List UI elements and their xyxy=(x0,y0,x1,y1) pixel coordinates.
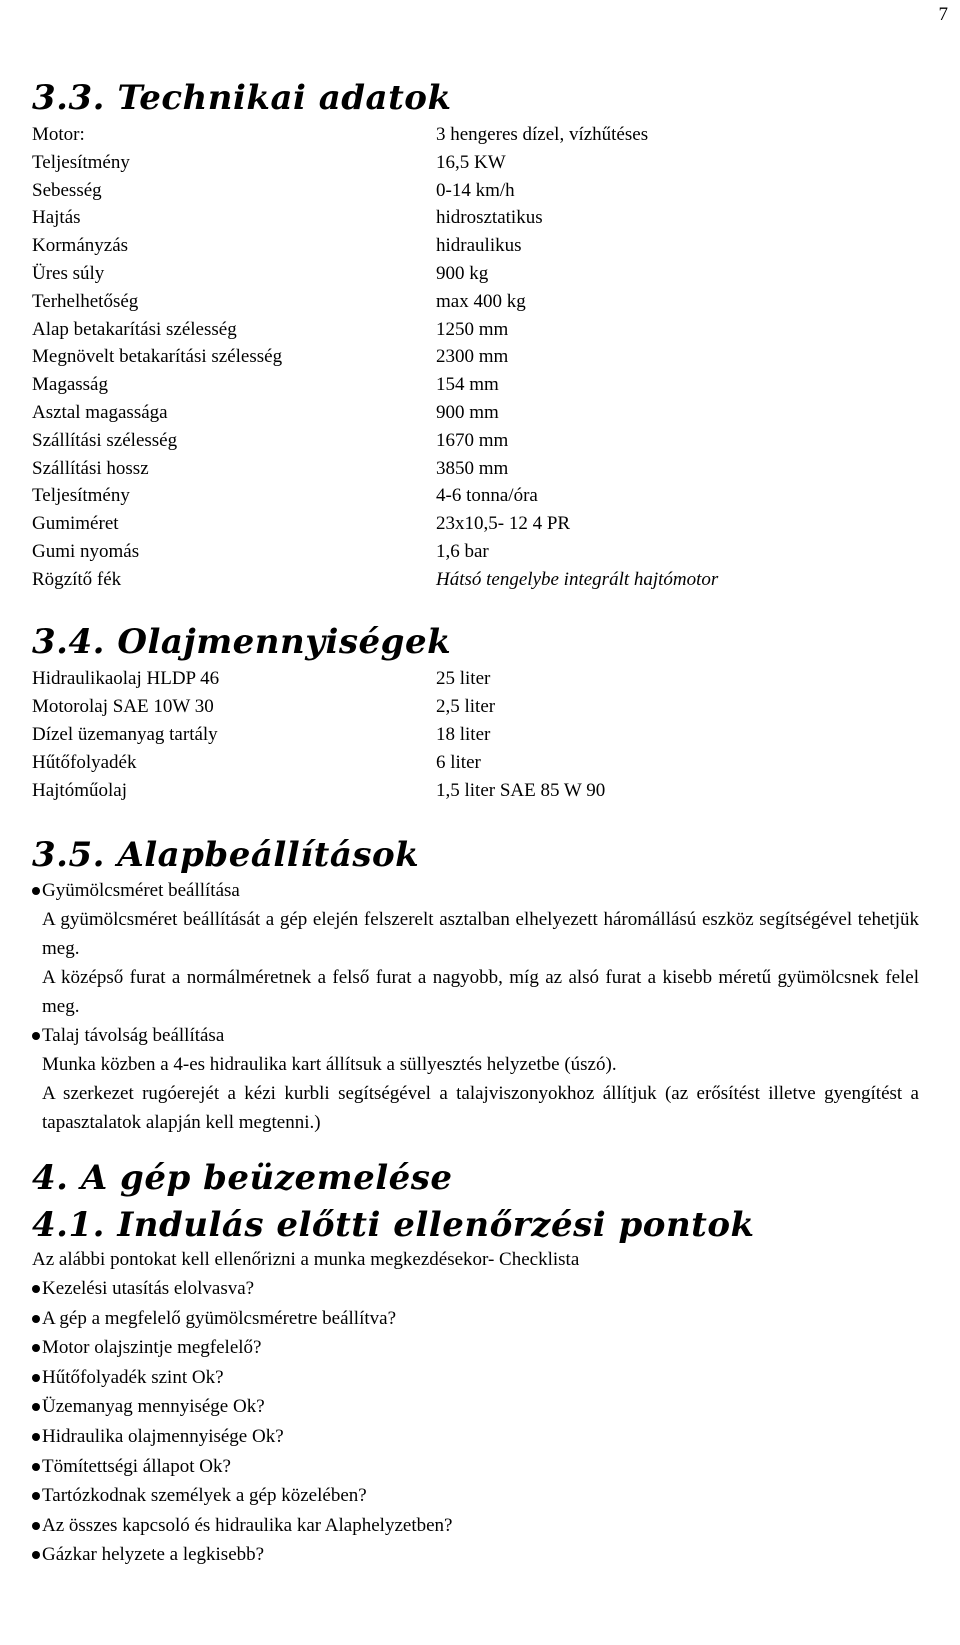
bullet-icon xyxy=(32,1463,40,1471)
oil-row xyxy=(0,692,960,721)
checklist-item-text: Üzemanyag mennyisége Ok? xyxy=(42,1396,265,1418)
section-title-oils: 3.4. Olajmennyiségek xyxy=(32,622,452,662)
spec-row xyxy=(0,565,960,594)
spec-label: Teljesítmény xyxy=(32,485,130,507)
oil-label: Hajtóműolaj xyxy=(32,780,127,801)
checklist-item xyxy=(32,1511,932,1540)
spec-row xyxy=(0,537,960,566)
checklist-item xyxy=(32,1422,932,1451)
spec-label: Hajtás xyxy=(32,207,81,229)
page-number: 7 xyxy=(938,4,948,25)
spec-value: 1,6 bar xyxy=(436,541,489,562)
spec-row xyxy=(0,342,960,371)
checklist-item-text: Tartózkodnak személyek a gép közelében? xyxy=(42,1485,367,1507)
spec-label: Üres súly xyxy=(32,263,105,284)
spec-row xyxy=(0,287,960,316)
bullet-icon xyxy=(32,1433,40,1441)
bullet-icon xyxy=(32,887,40,895)
checklist-item-text: Motor olajszintje megfelelő? xyxy=(42,1337,262,1359)
bullet-icon xyxy=(32,1492,40,1500)
spec-row xyxy=(0,148,960,177)
checklist-item xyxy=(32,1392,932,1421)
spec-label: Szállítási hossz xyxy=(32,457,149,479)
checklist-item xyxy=(32,1540,932,1569)
oil-label: Motorolaj SAE 10W 30 xyxy=(32,696,214,717)
bullet-icon xyxy=(32,1032,40,1040)
spec-value: 154 mm xyxy=(436,374,499,396)
oil-label: Hidraulikaolaj HLDP 46 xyxy=(32,668,220,689)
spec-row xyxy=(0,203,960,232)
spec-row xyxy=(0,370,960,399)
settings-paragraph: A gyümölcsméret beállítását a gép elején felszerelt asztalban elhelyezett háromállású eszköz segítségével tehetjük meg. xyxy=(42,909,919,959)
spec-value: Hátsó tengelybe integrált hajtómotor xyxy=(436,568,719,590)
checklist-item xyxy=(32,1481,932,1510)
spec-row xyxy=(0,259,960,288)
checklist-item xyxy=(32,1274,932,1303)
spec-label: Sebesség xyxy=(32,179,102,201)
spec-row xyxy=(0,176,960,205)
oil-value: 18 liter xyxy=(436,724,491,745)
spec-value: hidraulikus xyxy=(436,235,522,257)
checklist-item xyxy=(32,1452,932,1481)
checklist-intro: Az alábbi pontokat kell ellenőrizni a munka megkezdésekor- Checklista xyxy=(32,1249,580,1270)
settings-paragraph: A középső furat a normálméretnek a felső furat a nagyobb, míg az alsó furat a kisebb méretű gyümölcsnek felel meg. xyxy=(42,967,919,1017)
checklist-item-text: Tömítettségi állapot Ok? xyxy=(42,1455,231,1477)
oil-value: 2,5 liter xyxy=(436,696,496,717)
checklist-item xyxy=(32,1363,932,1392)
bullet-icon xyxy=(32,1374,40,1382)
spec-row xyxy=(0,426,960,455)
spec-row xyxy=(0,481,960,510)
settings-paragraph: Munka közben a 4-es hidraulika kart állítsuk a süllyesztés helyzetbe (úszó). xyxy=(42,1054,617,1075)
bullet-icon xyxy=(32,1285,40,1293)
oil-row xyxy=(0,776,960,805)
checklist-item-text: Az összes kapcsoló és hidraulika kar Alaphelyzetben? xyxy=(42,1514,453,1536)
spec-value: 2300 mm xyxy=(436,346,509,368)
oil-row xyxy=(0,748,960,777)
spec-value: 3850 mm xyxy=(436,457,509,479)
checklist-item xyxy=(32,1333,932,1362)
checklist-item-text: A gép a megfelelő gyümölcsméretre beállítva? xyxy=(42,1307,396,1329)
oil-value: 6 liter xyxy=(436,752,481,773)
oil-row xyxy=(0,720,960,749)
checklist-item-text: Kezelési utasítás elolvasva? xyxy=(42,1278,255,1299)
oil-value: 25 liter xyxy=(436,668,491,689)
checklist-item-text: Hűtőfolyadék szint Ok? xyxy=(42,1366,224,1388)
checklist-item-text: Hidraulika olajmennyisége Ok? xyxy=(42,1426,284,1447)
bullet-icon xyxy=(32,1344,40,1352)
spec-row xyxy=(0,120,960,149)
spec-label: Rögzítő fék xyxy=(32,568,122,590)
spec-label: Teljesítmény xyxy=(32,151,130,173)
spec-label: Gumiméret xyxy=(32,513,119,535)
bullet-icon xyxy=(32,1522,40,1530)
oil-label: Hűtőfolyadék xyxy=(32,752,137,773)
checklist-item xyxy=(32,1304,932,1333)
spec-label: Szállítási szélesség xyxy=(32,429,178,451)
oil-label: Dízel üzemanyag tartály xyxy=(32,724,218,745)
spec-value: 16,5 KW xyxy=(436,151,506,173)
oil-row xyxy=(0,664,960,693)
spec-label: Kormányzás xyxy=(32,235,129,257)
spec-value: 3 hengeres dízel, vízhűtéses xyxy=(436,124,649,145)
spec-label: Magasság xyxy=(32,374,108,396)
bullet-icon xyxy=(32,1315,40,1323)
section-title-checks: 4.1. Indulás előtti ellenőrzési pontok xyxy=(32,1205,755,1245)
spec-value: hidrosztatikus xyxy=(436,207,543,229)
bullet-icon xyxy=(32,1551,40,1559)
spec-row xyxy=(0,315,960,344)
spec-row xyxy=(0,231,960,260)
spec-label: Terhelhetőség xyxy=(32,290,139,312)
spec-row xyxy=(0,454,960,483)
spec-value: 4-6 tonna/óra xyxy=(436,485,538,507)
spec-value: max 400 kg xyxy=(436,290,526,312)
spec-value: 23x10,5- 12 4 PR xyxy=(436,513,571,535)
section-title-startup: 4. A gép beüzemelése xyxy=(32,1158,453,1198)
checklist-item-text: Gázkar helyzete a legkisebb? xyxy=(42,1544,265,1566)
section-title-specs: 3.3. Technikai adatok xyxy=(32,78,452,118)
spec-row xyxy=(0,398,960,427)
spec-value: 1670 mm xyxy=(436,429,509,451)
spec-label: Gumi nyomás xyxy=(32,541,140,562)
spec-label: Asztal magassága xyxy=(32,402,168,423)
spec-value: 0-14 km/h xyxy=(436,179,515,201)
spec-value: 900 mm xyxy=(436,402,499,423)
spec-row xyxy=(0,509,960,538)
spec-label: Motor: xyxy=(32,124,85,145)
section-title-settings: 3.5. Alapbeállítások xyxy=(32,835,420,875)
spec-value: 1250 mm xyxy=(436,318,509,340)
spec-value: 900 kg xyxy=(436,263,489,284)
oil-value: 1,5 liter SAE 85 W 90 xyxy=(436,780,606,801)
spec-label: Megnövelt betakarítási szélesség xyxy=(32,346,283,368)
spec-label: Alap betakarítási szélesség xyxy=(32,318,237,340)
settings-paragraph: A szerkezet rugóerejét a kézi kurbli segítségével a talajviszonyokhoz állítjuk (az erősítést illetve gyengítést a tapasztalatok alapján kell megtenni.) xyxy=(42,1083,919,1133)
bullet-icon xyxy=(32,1403,40,1411)
